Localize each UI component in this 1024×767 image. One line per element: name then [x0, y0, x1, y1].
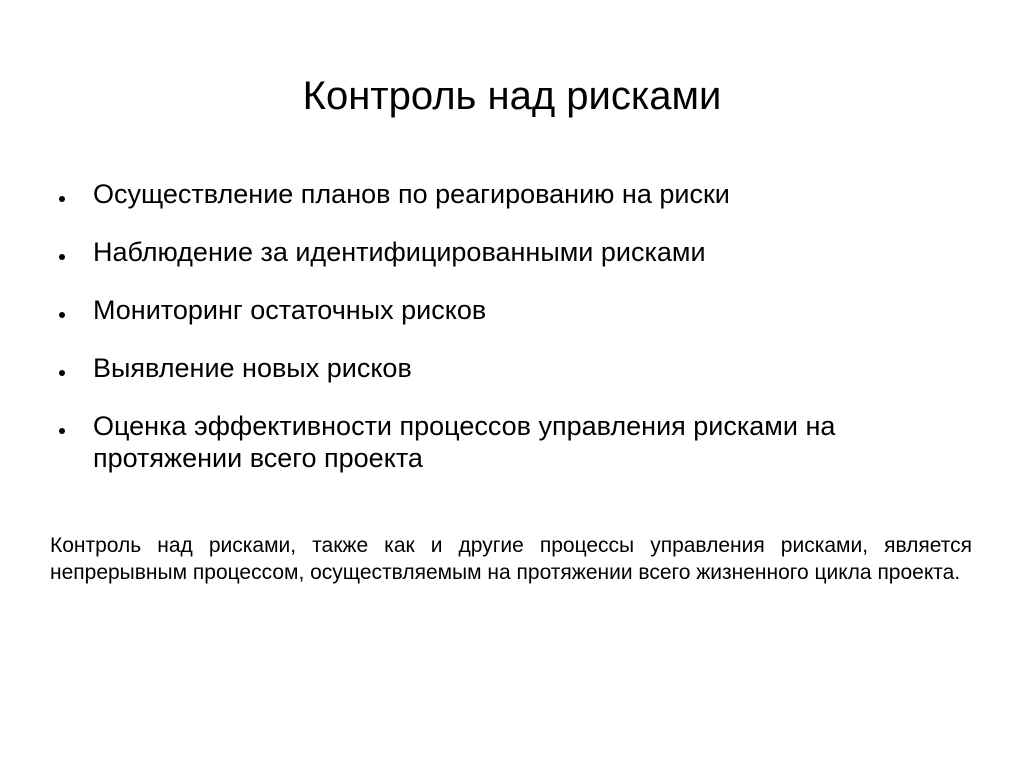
bullet-dot-icon [59, 428, 65, 434]
bullet-item [55, 294, 975, 326]
bullet-dot-icon [59, 254, 65, 260]
bullet-item [55, 410, 975, 474]
bullet-dot-icon [59, 370, 65, 376]
bullet-text: Оценка эффективности процессов управления рисками на протяжении всего проекта [93, 411, 836, 473]
bullet-text: Наблюдение за идентифицированными рисками [93, 237, 706, 267]
bullet-item [55, 178, 975, 210]
bullet-text: Осуществление планов по реагированию на риски [93, 179, 730, 209]
bullet-text: Мониторинг остаточных рисков [93, 295, 487, 325]
bullet-text: Выявление новых рисков [93, 353, 412, 383]
slide-title: Контроль над рисками [302, 74, 722, 118]
bullet-item [55, 352, 975, 384]
bullet-dot-icon [59, 312, 65, 318]
bullet-item [55, 236, 975, 268]
bullet-list [55, 178, 975, 500]
bullet-dot-icon [59, 196, 65, 202]
summary-paragraph: Контроль над рисками, также как и другие процессы управления рисками, является непрерывным процессом, осуществляемым на протяжении всего жизненного цикла проекта. [50, 534, 972, 584]
